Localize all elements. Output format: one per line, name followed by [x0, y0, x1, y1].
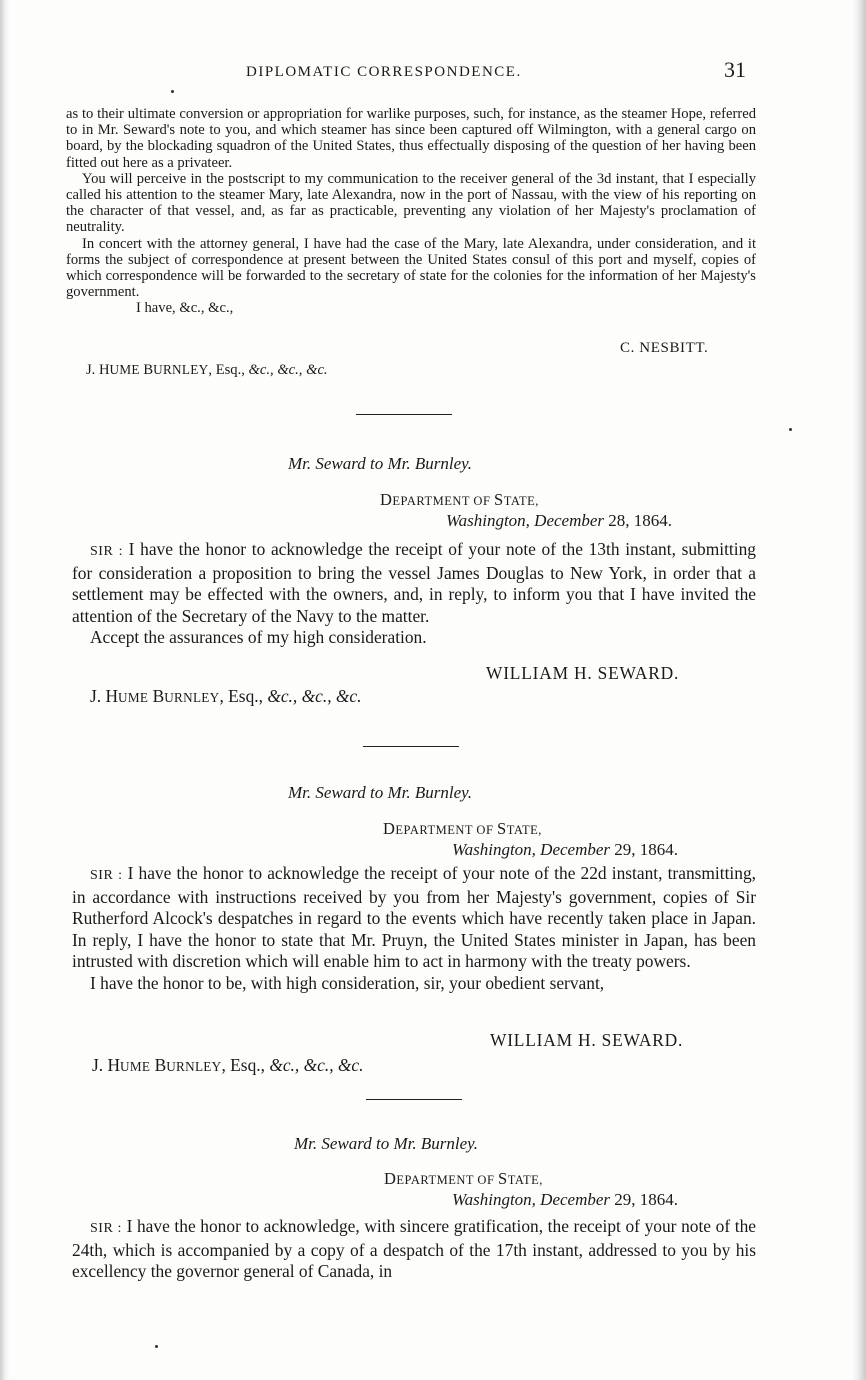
letter-signature: WILLIAM H. SEWARD. [486, 663, 680, 683]
letter-body [72, 539, 756, 649]
addressee-esq: , Esq., [219, 686, 268, 706]
letter-dateline [452, 840, 678, 860]
scan-speck [171, 90, 174, 93]
addressee-sc: URNLEY [153, 362, 209, 377]
previous-letter-addressee [86, 362, 328, 379]
letter-closing: I have the honor to be, with high consideration, sir, your obedient servant, [90, 972, 605, 993]
section-divider [366, 1099, 462, 1100]
body-text: I have the honor to acknowledge, with sincere gratification, the receipt of your note of the 24th, which is accompanied by a copy of a despatch of the 17th instant, addressed to you by his excellency the governor general of Canada, in [72, 1216, 756, 1282]
addressee-sc: UME [118, 690, 149, 705]
letter-paragraph [72, 863, 756, 973]
body-text: I have the honor to acknowledge the receipt of your note of the 22d instant, transmitting, in accordance with instructions received by you from her Majesty's government, copies of Sir Rutherford Alcock's despatches in regard to the events which have recently taken place in Japan. In reply, I have the honor to state that Mr. Pruyn, the United States minister in Japan, has been intrusted with discretion which will enable him to act in harmony with the treaty powers. [72, 863, 757, 972]
addressee-esq: , Esq., [208, 362, 249, 378]
letter-dateline [446, 511, 672, 531]
addressee-sc: UME [109, 362, 140, 377]
addressee-initial: J. H [92, 1055, 121, 1075]
closing-text: I have, &c., &c., [136, 300, 234, 317]
department-of-state [380, 490, 539, 510]
scan-speck [155, 1345, 158, 1348]
dept-cap: D [383, 819, 396, 838]
addressee-sc: UME [120, 1059, 151, 1074]
date-place: Washington, December [446, 511, 605, 530]
date-place: Washington, December [452, 840, 611, 859]
scan-speck [789, 428, 792, 431]
previous-letter-signature: C. NESBITT. [620, 340, 709, 356]
letter-body [72, 1216, 756, 1283]
letter-heading: Mr. Seward to Mr. Burnley. [294, 1134, 479, 1153]
dept-cap: S [494, 490, 504, 509]
letter-dateline [452, 1190, 678, 1210]
previous-letter-closing [66, 300, 756, 316]
addressee-etc: &c., &c., &c. [248, 362, 328, 378]
addressee-initial: J. H [86, 362, 110, 378]
addressee-initial: J. H [90, 686, 119, 706]
previous-letter-paragraph: In concert with the attorney general, I have had the case of the Mary, late Alexandra, under consideration, and it forms the subject of correspondence at present between the United States consul of this port and myself, copies of which correspondence will be forwarded to the secretary of state for the colonies for the information of her Majesty's government. [66, 235, 756, 301]
running-title: DIPLOMATIC CORRESPONDENCE. [246, 64, 522, 80]
dept-sc: TATE, [507, 1173, 543, 1187]
letter-heading: Mr. Seward to Mr. Burnley. [288, 783, 473, 802]
addressee-mid: B [139, 362, 154, 378]
dept-cap: S [498, 1169, 508, 1188]
date-day: 28, 1864. [604, 511, 673, 530]
letter-paragraph [72, 1216, 756, 1283]
dept-sc: EPARTMENT OF [395, 823, 498, 837]
addressee-mid: B [150, 1055, 167, 1075]
addressee-mid: B [148, 686, 165, 706]
letter-closing: Accept the assurances of my high consideration. [90, 627, 427, 648]
department-of-state [383, 819, 542, 839]
addressee-etc: &c., &c., &c. [269, 1055, 364, 1075]
letter-addressee [92, 1055, 363, 1076]
department-of-state [384, 1169, 543, 1189]
addressee-sc: URNLEY [164, 690, 220, 705]
addressee-esq: , Esq., [221, 1055, 270, 1075]
letter-addressee [90, 686, 361, 707]
page-left-edge-shadow [0, 0, 10, 1380]
date-place: Washington, December [452, 1190, 611, 1209]
previous-letter-paragraph: You will perceive in the postscript to my communication to the receiver general of the 3d instant, that I especially called his attention to the steamer Mary, late Alexandra, now in the port of Nassau, with the view of his reporting on the character of that vessel, and, as far as practicable, preventing any violation of her Majesty's proclamation of neutrality. [66, 170, 756, 236]
salutation: SIR : [90, 1221, 122, 1236]
previous-letter-paragraph: as to their ultimate conversion or appropriation for warlike purposes, such, for instance, as the steamer Hope, referred to in Mr. Seward's note to you, and which steamer has since been captured off Wilmington, with a general cargo on board, by the blockading squadron of the United States, thus effectually disposing of the question of her having been fitted out here as a privateer. [66, 106, 756, 171]
page-right-edge-shadow [852, 0, 866, 1380]
letter-paragraph [72, 539, 756, 627]
dept-cap: D [380, 490, 393, 509]
previous-letter-body [66, 106, 756, 317]
section-divider [363, 746, 459, 747]
section-divider [356, 414, 452, 415]
letter-heading: Mr. Seward to Mr. Burnley. [288, 454, 473, 473]
dept-sc: TATE, [506, 823, 542, 837]
salutation: SIR : [90, 544, 123, 559]
date-day: 29, 1864. [610, 1190, 679, 1209]
salutation: SIR : [90, 868, 123, 883]
dept-sc: EPARTMENT OF [392, 494, 495, 508]
body-text: I have the honor to acknowledge the receipt of your note of the 13th instant, submitting for consideration a proposition to bring the vessel James Douglas to New York, in order that a settlement may be effected with the owners, and, in reply, to inform you that I have invited the attention of the Secretary of the Navy to the matter. [72, 539, 756, 626]
dept-cap: S [497, 819, 507, 838]
addressee-sc: URNLEY [166, 1059, 222, 1074]
page-number: 31 [724, 57, 746, 82]
letter-body [72, 863, 756, 995]
dept-sc: TATE, [503, 494, 539, 508]
dept-cap: D [384, 1169, 397, 1188]
dept-sc: EPARTMENT OF [396, 1173, 499, 1187]
addressee-etc: &c., &c., &c. [267, 686, 362, 706]
letter-signature: WILLIAM H. SEWARD. [490, 1030, 684, 1050]
date-day: 29, 1864. [610, 840, 679, 859]
